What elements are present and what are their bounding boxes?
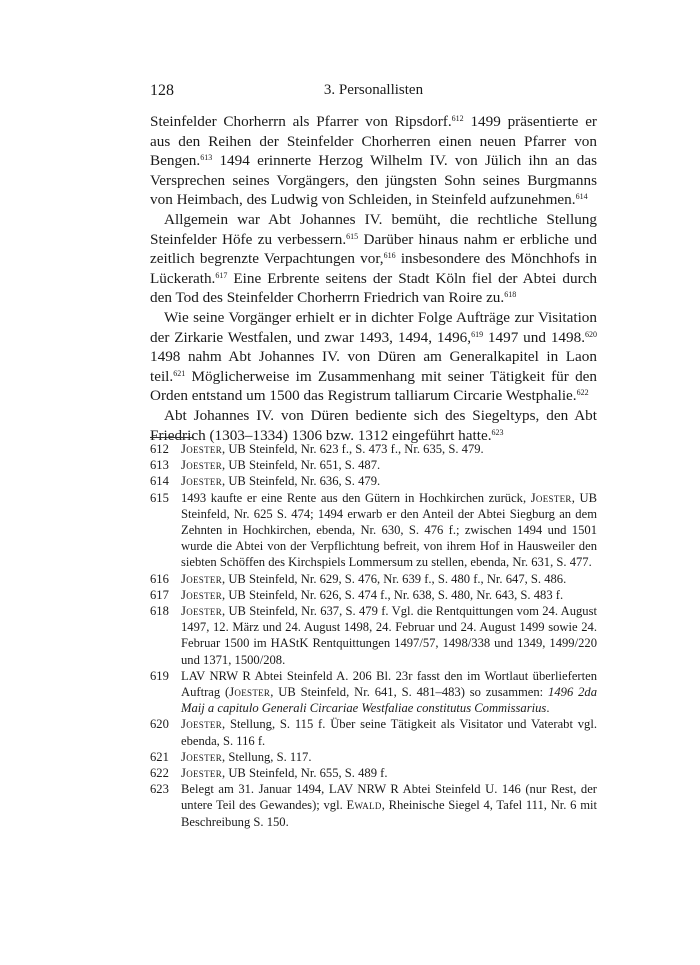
page-number: 128	[150, 82, 174, 99]
footnote	[150, 457, 597, 473]
footnote-ref: 622	[576, 388, 589, 398]
author-name: Joester	[181, 717, 223, 732]
footnote-number: 613	[150, 458, 169, 473]
text-run: Möglicherweise im Zusammenhang mit seiner Tätigkeit für den Orden entstand um 1500 das Registrum talliarum Circarie Westphalie.	[150, 367, 597, 405]
footnote-text	[181, 473, 597, 489]
footnote-ref: 621	[173, 368, 186, 378]
author-name: Joester	[181, 474, 223, 489]
footnote-ref: 620	[585, 329, 598, 339]
text-run: , UB Steinfeld, Nr. 655, S. 489 f.	[222, 766, 388, 781]
footnote	[150, 765, 597, 781]
footnote	[150, 749, 597, 765]
footnote-text	[181, 603, 597, 668]
author-name: Joester	[181, 604, 223, 619]
text-run: , UB Steinfeld, Nr. 625 S. 474; 1494 erwarb er den Anteil der Abtei Siegburg an dem Zehnten in Hochkirchen, ebenda, Nr. 630, S. 476 f.; zwischen 1494 und 1501 wurde die Abtei von der Verpflichtung befreit, von ihrem Hof in Hausweiler den siebten Schöffen des Kirchspiels Lommersum zu stellen, ebenda, Nr. 631, S. 477.	[181, 490, 597, 570]
footnote	[150, 716, 597, 748]
paragraph	[150, 112, 597, 210]
author-name: Ewald	[346, 798, 382, 813]
footnote-number: 622	[150, 766, 169, 781]
footnote	[150, 603, 597, 668]
text-run: , UB Steinfeld, Nr. 623 f., S. 473 f., Nr. 635, S. 479.	[222, 442, 484, 456]
footnote	[150, 490, 597, 571]
text-run: Abt Johannes IV. von Düren bediente sich des Siegeltyps, den Abt Friedrich (1303–1334) 1306 bzw. 1312 eingeführt hatte.	[150, 406, 597, 444]
author-name: Joester	[181, 571, 223, 586]
author-name: Joester	[181, 766, 223, 781]
footnote	[150, 473, 597, 489]
text-run: , UB Steinfeld, Nr. 636, S. 479.	[222, 474, 381, 489]
footnote-text	[181, 781, 597, 830]
footnote-number: 617	[150, 587, 169, 602]
footnote-number: 614	[150, 474, 169, 489]
footnote-number: 618	[150, 604, 169, 619]
text-run: Wie seine Vorgänger erhielt er in dichter Folge Aufträge zur Visitation der Zirkarie Westfalen, und zwar 1493, 1494, 1496,	[150, 308, 597, 346]
footnote-ref: 616	[383, 251, 396, 261]
footnote-ref: 614	[575, 192, 588, 202]
paragraph	[150, 308, 597, 406]
text-run: , UB Steinfeld, Nr. 626, S. 474 f., Nr. 638, S. 480, Nr. 643, S. 483 f.	[222, 587, 564, 602]
author-name: Joester	[181, 587, 223, 602]
text-run: , Rheinische Siegel 4, Tafel 111, Nr. 6 mit Beschreibung S. 150.	[181, 798, 597, 829]
author-name: Joester	[530, 490, 572, 505]
text-run: 1498 nahm Abt Johannes IV. von Düren am Generalkapitel in Laon teil.	[150, 348, 597, 385]
footnote-ref: 612	[451, 114, 464, 123]
footnote-ref: 619	[471, 329, 484, 339]
text-run: Belegt am 31. Januar 1494, LAV NRW R Abtei Steinfeld U. 146 (nur Rest, der untere Teil des Gewandes); vgl.	[181, 782, 597, 813]
footnote-number: 616	[150, 571, 169, 586]
footnote-text	[181, 765, 597, 781]
text-run: 1493 kaufte er eine Rente aus den Gütern in Hochkirchen zurück,	[181, 490, 531, 505]
footnote-ref: 617	[215, 270, 228, 280]
footnotes	[150, 441, 597, 830]
footnote-text	[181, 457, 597, 473]
footnote-text	[181, 441, 597, 457]
quoted-text: 1496 2da Maij a capitulo Generali Circariae Westfaliae constitutus Commissarius	[181, 685, 597, 716]
footnote	[150, 587, 597, 603]
text-run: Eine Erbrente seitens der Stadt Köln fiel der Abtei durch den Tod des Steinfelder Chorherrn Friedrich van Roire zu.	[150, 269, 597, 307]
footnote	[150, 781, 597, 830]
text-run: , UB Steinfeld, Nr. 641, S. 481–483) so zusammen:	[270, 685, 549, 700]
author-name: Joester	[229, 685, 271, 700]
footnote-text	[181, 716, 597, 748]
footnote-text	[181, 749, 597, 765]
paragraph	[150, 406, 597, 445]
footnote-number: 612	[150, 442, 169, 456]
footnote	[150, 571, 597, 587]
footnote-text	[181, 490, 597, 571]
author-name: Joester	[181, 749, 223, 764]
text-run: insbesondere des Mönchhofs in Lückerath.	[150, 250, 597, 287]
running-head: 3. Personallisten	[323, 82, 424, 98]
footnote-number: 615	[150, 490, 169, 505]
text-run: , Stellung, S. 115 f. Über seine Tätigkeit als Visitator und Vaterabt vgl. ebenda, S. 116 f.	[181, 717, 597, 748]
text-run: 1494 erinnerte Herzog Wilhelm IV. von Jülich ihn an das Versprechen seines Vorgängers, den jüngsten Sohn seines Burgmanns von Heimbach, des Ludwig von Schleiden, in Steinfeld aufzunehmen.	[150, 152, 597, 209]
author-name: Joester	[181, 442, 223, 456]
body-text	[150, 112, 597, 445]
text-run: , Stellung, S. 117.	[222, 749, 312, 764]
text-run: , UB Steinfeld, Nr. 629, S. 476, Nr. 639 f., S. 480 f., Nr. 647, S. 486.	[222, 571, 567, 586]
footnote-number: 620	[150, 717, 169, 732]
footnote-number: 623	[150, 782, 169, 797]
text-run: , UB Steinfeld, Nr. 651, S. 487.	[222, 458, 381, 473]
footnote-ref: 623	[491, 427, 504, 437]
footnote-rule	[150, 437, 194, 438]
footnote-number: 621	[150, 749, 169, 764]
footnote-ref: 618	[504, 290, 517, 300]
footnote-text	[181, 571, 597, 587]
author-name: Joester	[181, 458, 223, 473]
footnote	[150, 668, 597, 717]
footnote-ref: 615	[346, 231, 359, 241]
footnote-number: 619	[150, 668, 169, 683]
footnote	[150, 441, 597, 457]
text-run: 1497 und 1498.	[483, 328, 586, 346]
text-run: 1499 präsentierte er aus den Reihen der Steinfelder Chorherren einen neuen Pfarrer von Bengen.	[150, 113, 597, 170]
text-run: .	[546, 701, 550, 716]
footnote-text	[181, 587, 597, 603]
text-run: LAV NRW R Abtei Steinfeld A. 206 Bl. 23r fasst den im Wortlaut überlieferten Auftrag (	[181, 668, 597, 700]
text-run: Steinfelder Chorherrn als Pfarrer von Ripsdorf.	[150, 113, 452, 130]
paragraph	[150, 210, 597, 308]
text-run: Darüber hinaus nahm er erbliche und zeitlich begrenzte Verpachtungen vor,	[150, 230, 598, 268]
text-run: , UB Steinfeld, Nr. 637, S. 479 f. Vgl. die Rentquittungen vom 24. August 1497, 12. März und 24. August 1498, 24. Februar und 24. August 1499 sowie 24. Februar 1500 im HAStK Rentquittungen 1497/57, 1498/338 und 1349, 1499/220 und 1371, 1500/208.	[181, 604, 597, 667]
text-run: Allgemein war Abt Johannes IV. bemüht, die rechtliche Stellung Steinfelder Höfe zu verbessern.	[150, 210, 597, 248]
footnote-text	[181, 668, 597, 717]
footnote-ref: 613	[200, 153, 213, 163]
